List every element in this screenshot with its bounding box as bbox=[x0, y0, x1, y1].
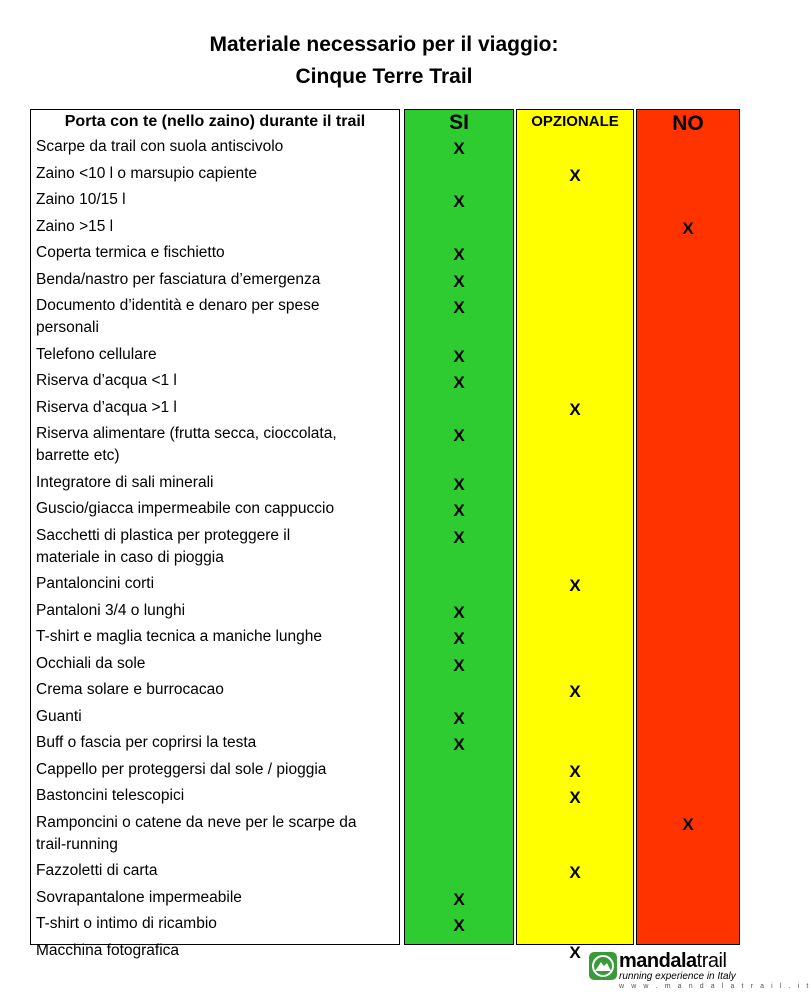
checklist-item bbox=[36, 653, 398, 675]
checklist-item bbox=[36, 759, 398, 781]
item-label: Telefono cellulare bbox=[36, 345, 157, 363]
mark-si: X bbox=[453, 501, 465, 520]
mark-si: X bbox=[453, 527, 465, 547]
mark-opzionale: X bbox=[569, 761, 581, 781]
item-label-continued: materiale in caso di pioggia bbox=[36, 548, 224, 566]
mark-si: X bbox=[453, 916, 465, 935]
mark-si: X bbox=[453, 602, 465, 622]
checklist-item bbox=[36, 600, 398, 622]
checklist-item bbox=[36, 573, 398, 595]
mark-no: X bbox=[682, 814, 694, 834]
header-items: Porta con te (nello zaino) durante il trail bbox=[64, 113, 366, 130]
checklist-item bbox=[36, 626, 398, 648]
mark-si: X bbox=[453, 735, 465, 754]
item-label: T-shirt e maglia tecnica a maniche lunghe bbox=[36, 628, 323, 645]
mark-si: X bbox=[453, 474, 465, 494]
header-si: SI bbox=[449, 111, 469, 134]
item-label: Coperta termica e fischietto bbox=[36, 244, 225, 261]
mark-opzionale: X bbox=[569, 682, 581, 701]
item-label: Riserva d’acqua <1 l bbox=[36, 372, 177, 389]
logo-url: w w w . m a n d a l a t r a i l . i t bbox=[619, 983, 811, 990]
opzionale-column bbox=[516, 109, 634, 945]
checklist-item bbox=[36, 136, 398, 158]
checklist-item bbox=[36, 189, 398, 211]
item-label: Riserva alimentare (frutta secca, cioccolata, bbox=[36, 425, 337, 442]
header-opzionale: OPZIONALE bbox=[531, 113, 619, 130]
logo-tagline: running experience in Italy bbox=[619, 971, 736, 982]
checklist-item bbox=[36, 785, 398, 807]
checklist-item bbox=[36, 269, 398, 291]
checklist-item bbox=[36, 860, 398, 882]
item-label: Macchina fotografica bbox=[36, 941, 180, 959]
checklist-item bbox=[36, 242, 398, 264]
checklist-item bbox=[36, 498, 398, 520]
checklist-item bbox=[36, 940, 398, 962]
mark-si: X bbox=[453, 373, 465, 392]
checklist-item bbox=[36, 679, 398, 701]
mark-si: X bbox=[453, 245, 465, 264]
checklist-item bbox=[36, 423, 398, 467]
mark-si: X bbox=[453, 426, 465, 445]
checklist-item bbox=[36, 913, 398, 935]
item-label: Guanti bbox=[36, 707, 82, 725]
item-label-continued: barrette etc) bbox=[36, 447, 120, 464]
checklist-item bbox=[36, 472, 398, 494]
item-label: Occhiali da sole bbox=[36, 654, 146, 672]
item-label: Sacchetti di plastica per proteggere il bbox=[36, 526, 291, 544]
mark-si: X bbox=[453, 192, 465, 211]
header-no: NO bbox=[672, 112, 704, 135]
checklist-item bbox=[36, 163, 398, 185]
mark-si: X bbox=[453, 708, 465, 728]
item-label: Pantaloncini corti bbox=[36, 575, 155, 592]
item-label: T-shirt o intimo di ricambio bbox=[36, 915, 217, 932]
item-label: Benda/nastro per fasciatura d’emergenza bbox=[36, 270, 321, 288]
item-label: Cappello per proteggersi dal sole / pioggia bbox=[36, 760, 327, 778]
item-label-continued: trail-running bbox=[36, 835, 118, 853]
checklist-item bbox=[36, 525, 398, 569]
mark-si: X bbox=[453, 889, 465, 909]
item-label: Riserva d’acqua >1 l bbox=[36, 398, 177, 416]
item-label: Guscio/giacca impermeabile con cappuccio bbox=[36, 500, 335, 517]
item-label: Zaino 10/15 l bbox=[36, 191, 126, 208]
mark-no: X bbox=[682, 218, 694, 238]
item-label: Scarpe da trail con suola antiscivolo bbox=[36, 138, 284, 155]
mark-si: X bbox=[453, 139, 465, 158]
mark-opzionale: X bbox=[569, 399, 581, 419]
checklist-item bbox=[36, 732, 398, 754]
item-label: Crema solare e burrocacao bbox=[36, 681, 224, 698]
mark-opzionale: X bbox=[569, 942, 581, 962]
checklist-item bbox=[36, 812, 398, 856]
mark-si: X bbox=[453, 346, 465, 366]
mark-opzionale: X bbox=[569, 788, 581, 807]
mark-si: X bbox=[453, 629, 465, 648]
item-label: Pantaloni 3/4 o lunghi bbox=[36, 601, 186, 619]
item-label: Bastoncini telescopici bbox=[36, 787, 185, 804]
item-label: Documento d’identità e denaro per spese bbox=[36, 297, 320, 314]
checklist-item bbox=[36, 216, 398, 238]
checklist-item bbox=[36, 397, 398, 419]
mark-si: X bbox=[453, 298, 465, 317]
checklist-item bbox=[36, 887, 398, 909]
item-label: Sovrapantalone impermeabile bbox=[36, 888, 242, 906]
mark-opzionale: X bbox=[569, 863, 581, 882]
item-label: Zaino >15 l bbox=[36, 217, 114, 235]
item-label: Buff o fascia per coprirsi la testa bbox=[36, 734, 257, 751]
logo-name bbox=[619, 949, 726, 973]
checklist-item bbox=[36, 295, 398, 339]
mark-opzionale: X bbox=[569, 576, 581, 595]
logo-name-bold: mandala bbox=[619, 950, 697, 972]
mountain-logo-icon bbox=[589, 952, 617, 980]
item-label: Zaino <10 l o marsupio capiente bbox=[36, 164, 258, 182]
logo-name-light: trail bbox=[696, 950, 727, 972]
mark-si: X bbox=[453, 271, 465, 291]
page-title: Materiale necessario per il viaggio: bbox=[209, 33, 559, 56]
page-subtitle: Cinque Terre Trail bbox=[295, 65, 473, 88]
checklist-item bbox=[36, 706, 398, 728]
mandalatrail-logo bbox=[589, 950, 811, 992]
mark-si: X bbox=[453, 655, 465, 675]
item-label-continued: personali bbox=[36, 319, 99, 336]
item-label: Ramponcini o catene da neve per le scarpe da bbox=[36, 813, 357, 831]
checklist-item bbox=[36, 370, 398, 392]
item-label: Integratore di sali minerali bbox=[36, 473, 214, 491]
item-label: Fazzoletti di carta bbox=[36, 862, 158, 879]
checklist-item bbox=[36, 344, 398, 366]
mark-opzionale: X bbox=[569, 165, 581, 185]
